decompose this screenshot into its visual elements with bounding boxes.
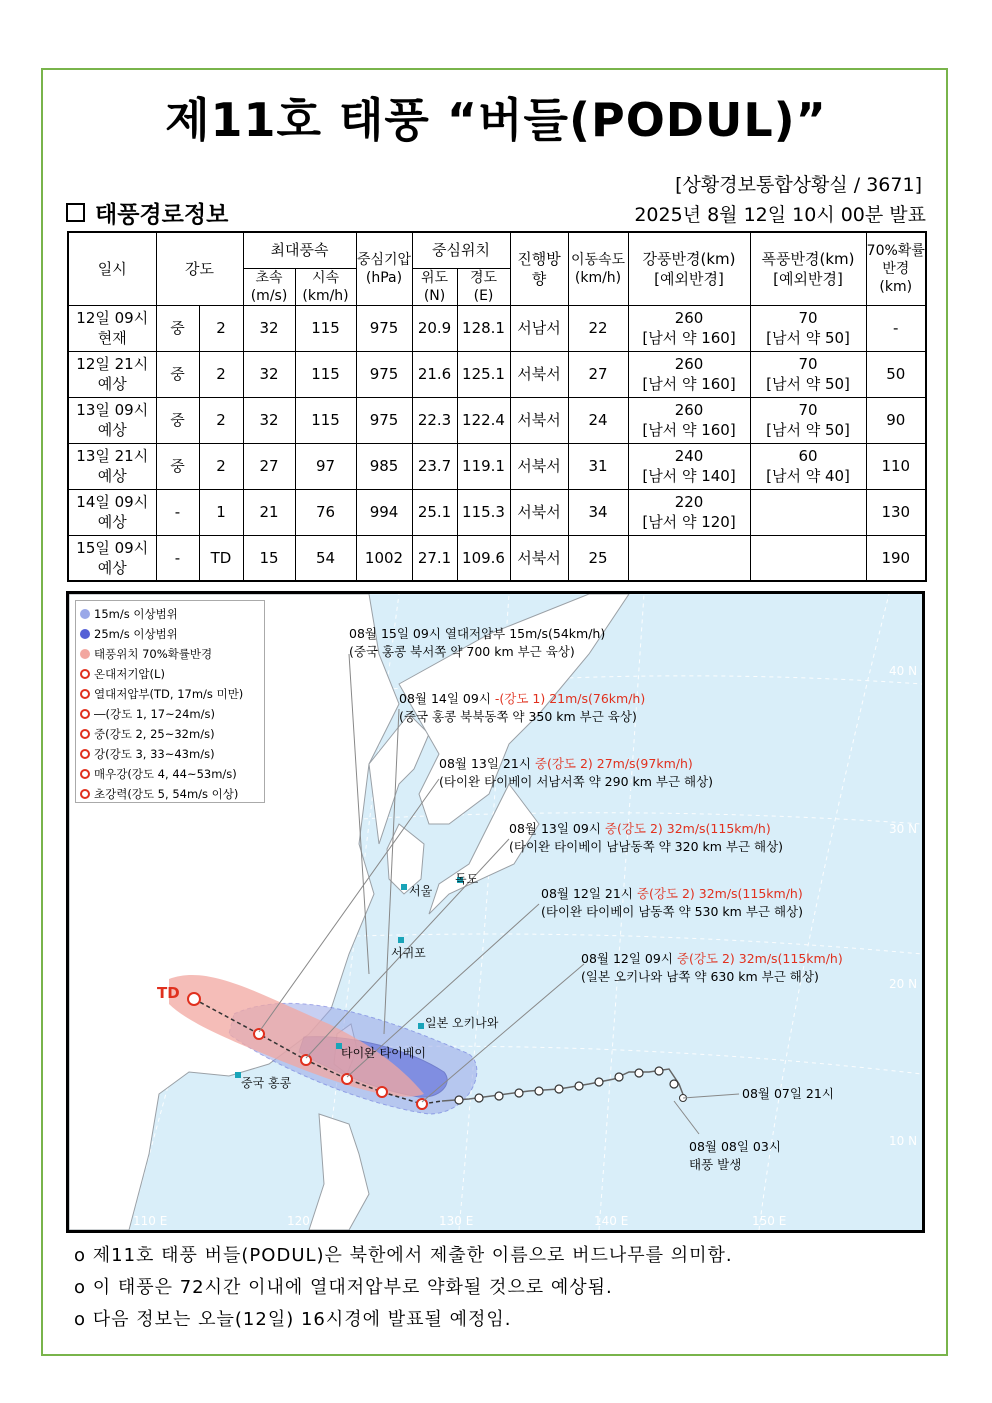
- typhoon-medium-icon: [80, 729, 90, 739]
- section-heading: [66, 196, 228, 229]
- cell-line: 13일 09시: [76, 401, 149, 419]
- table-row: [68, 443, 926, 489]
- cell-subline: 예상: [97, 375, 127, 393]
- cell-speed: 34: [568, 489, 628, 535]
- cell-subline: [남서 약 140]: [642, 467, 736, 485]
- cell-date: [68, 305, 156, 351]
- cell-speed: 25: [568, 535, 628, 581]
- cell-strong-radius: [628, 397, 750, 443]
- section-title: 태풍경로정보: [95, 202, 229, 228]
- table-row: [68, 305, 926, 351]
- typhoon-very-strong-icon: [80, 769, 90, 779]
- table-row: [68, 397, 926, 443]
- cell-prob-radius: 110: [866, 443, 926, 489]
- cell-wind-ms: 27: [243, 443, 295, 489]
- cell-line: 15일 09시: [76, 538, 149, 557]
- cell-speed: 31: [568, 443, 628, 489]
- cell-pressure: 975: [356, 351, 412, 397]
- light-circle-icon: [80, 609, 90, 619]
- table-row: [68, 489, 926, 535]
- cell-longitude: 119.1: [457, 443, 510, 489]
- cell-latitude: 21.6: [412, 351, 457, 397]
- legend-item: [80, 784, 260, 804]
- cell-grade: 중: [156, 305, 199, 351]
- legend-item: [80, 704, 260, 724]
- legend-label: 25m/s 이상범위: [94, 627, 178, 641]
- cell-pressure: 994: [356, 489, 412, 535]
- legend-item: [80, 664, 260, 684]
- pink-circle-icon: [80, 649, 90, 659]
- cell-speed: 27: [568, 351, 628, 397]
- cell-latitude: 20.9: [412, 305, 457, 351]
- cell-wind-kmh: 115: [295, 305, 356, 351]
- lon-120: 120 E: [287, 1214, 322, 1228]
- lon-140: 140 E: [594, 1214, 629, 1228]
- typhoon-weak-icon: [80, 709, 90, 719]
- cell-grade: 중: [156, 351, 199, 397]
- legend-label: 중(강도 2, 25~32m/s): [94, 727, 215, 741]
- cell-storm-radius: [750, 443, 866, 489]
- cell-level: 2: [199, 397, 243, 443]
- cell-wind-kmh: 115: [295, 397, 356, 443]
- header-direction: 진행방향: [510, 232, 568, 305]
- legend-item: [80, 744, 260, 764]
- legend-item: [80, 624, 260, 644]
- cell-grade: 중: [156, 443, 199, 489]
- legend-label: ―(강도 1, 17~24m/s): [94, 707, 215, 721]
- cell-level: 1: [199, 489, 243, 535]
- cell-storm-radius: [750, 397, 866, 443]
- place-seogwipo: 서귀포: [391, 946, 426, 960]
- cell-grade: 중: [156, 397, 199, 443]
- cell-level: 2: [199, 443, 243, 489]
- header-speed: 이동속도 (km/h): [568, 232, 628, 305]
- header-wind-kmh: 시속 (km/h): [295, 268, 356, 305]
- cell-level: 2: [199, 351, 243, 397]
- lat-10: 10 N: [889, 1134, 918, 1148]
- cell-subline: [남서 약 120]: [642, 513, 736, 531]
- cell-subline: [남서 약 50]: [766, 329, 850, 347]
- label-aug12-09: 08월 12일 09시 중(강도 2) 32m/s(115km/h) (일본 오키나와 남쪽 약 630 km 부근 해상): [581, 951, 843, 984]
- cell-strong-radius: [628, 351, 750, 397]
- cell-longitude: 128.1: [457, 305, 510, 351]
- cell-grade: -: [156, 535, 199, 581]
- header-probability-radius: 70%확률반경 (km): [866, 232, 926, 305]
- cell-pressure: 1002: [356, 535, 412, 581]
- cell-subline: [남서 약 50]: [766, 375, 850, 393]
- legend-label: 매우강(강도 4, 44~53m/s): [94, 767, 237, 781]
- dark-circle-icon: [80, 629, 90, 639]
- office-label: [상황경보통합상황실 / 3671]: [675, 174, 922, 196]
- cell-line: 260: [674, 401, 704, 419]
- cell-subline: [남서 약 160]: [642, 375, 736, 393]
- header-storm-radius: 폭풍반경(km) [예외반경]: [750, 232, 866, 305]
- cell-longitude: 122.4: [457, 397, 510, 443]
- cell-latitude: 25.1: [412, 489, 457, 535]
- cell-direction: 서남서: [510, 305, 568, 351]
- cell-subline: [남서 약 40]: [766, 467, 850, 485]
- typhoon-track-table: [67, 231, 927, 582]
- cell-subline: [남서 약 160]: [642, 329, 736, 347]
- typhoon-super-icon: [80, 789, 90, 799]
- notes: [74, 1240, 733, 1336]
- cell-pressure: 975: [356, 305, 412, 351]
- header-pressure: 중심기압 (hPa): [356, 232, 412, 305]
- cell-longitude: 109.6: [457, 535, 510, 581]
- label-aug15: 08월 15일 09시 열대저압부 15m/s(54km/h) (중국 홍콩 북서쪽 약 700 km 부근 육상): [349, 626, 606, 659]
- cell-strong-radius: [628, 489, 750, 535]
- cell-storm-radius: [750, 351, 866, 397]
- header-wind-ms: 초속 (m/s): [243, 268, 295, 305]
- cell-wind-ms: 32: [243, 305, 295, 351]
- map-legend: [75, 600, 265, 803]
- label-aug12-21: 08월 12일 21시 중(강도 2) 32m/s(115km/h) (타이완 타이베이 남동쪽 약 530 km 부근 해상): [541, 886, 803, 919]
- label-td: TD: [157, 984, 180, 1002]
- cell-grade: -: [156, 489, 199, 535]
- cell-prob-radius: 50: [866, 351, 926, 397]
- checkbox-icon: [66, 203, 85, 222]
- label-aug13-21: 08월 13일 21시 중(강도 2) 27m/s(97km/h) (타이완 타이베이 서남서쪽 약 290 km 부근 해상): [439, 756, 714, 789]
- cell-line: 13일 21시: [76, 447, 149, 465]
- legend-item: [80, 684, 260, 704]
- cell-direction: 서북서: [510, 535, 568, 581]
- cell-longitude: 125.1: [457, 351, 510, 397]
- header-strong-wind-radius: 강풍반경(km) [예외반경]: [628, 232, 750, 305]
- place-taipei: 타이완 타이베이: [341, 1046, 426, 1060]
- cell-date: [68, 397, 156, 443]
- lat-40: 40 N: [889, 664, 918, 678]
- extratropical-icon: [80, 669, 90, 679]
- cell-subline: 예상: [97, 513, 127, 531]
- cell-line: 70: [798, 355, 818, 373]
- header-center-position: 중심위치: [412, 232, 510, 268]
- cell-wind-kmh: 97: [295, 443, 356, 489]
- cell-pressure: 975: [356, 397, 412, 443]
- cell-subline: 현재: [97, 329, 127, 347]
- cell-level: TD: [199, 535, 243, 581]
- lat-20: 20 N: [889, 977, 918, 991]
- cell-subline: [남서 약 160]: [642, 421, 736, 439]
- cell-latitude: 22.3: [412, 397, 457, 443]
- cell-prob-radius: 190: [866, 535, 926, 581]
- legend-item: [80, 644, 260, 664]
- legend-label: 강(강도 3, 33~43m/s): [94, 747, 215, 761]
- cell-direction: 서북서: [510, 489, 568, 535]
- cell-subline: [남서 약 50]: [766, 421, 850, 439]
- table-body: [68, 305, 926, 581]
- cell-wind-kmh: 115: [295, 351, 356, 397]
- cell-wind-kmh: 76: [295, 489, 356, 535]
- cell-speed: 24: [568, 397, 628, 443]
- cell-subline: 예상: [97, 558, 127, 577]
- place-dokdo: 독도: [455, 872, 479, 886]
- cell-storm-radius: [750, 489, 866, 535]
- cell-pressure: 985: [356, 443, 412, 489]
- label-genesis: 08월 08일 03시 태풍 발생: [689, 1139, 781, 1172]
- label-aug14: 08월 14일 09시 -(강도 1) 21m/s(76km/h) (중국 홍콩 북북동쪽 약 350 km 부근 육상): [399, 691, 646, 724]
- legend-label: 열대저압부(TD, 17m/s 미만): [94, 687, 244, 701]
- note-3: o 다음 정보는 오늘(12일) 16시경에 발표될 예정임.: [74, 1309, 512, 1330]
- tropical-depression-icon: [80, 689, 90, 699]
- header-max-wind: 최대풍속: [243, 232, 356, 268]
- place-okinawa: 일본 오키나와: [425, 1016, 499, 1030]
- cell-line: 220: [674, 493, 704, 511]
- cell-direction: 서북서: [510, 351, 568, 397]
- cell-wind-ms: 32: [243, 397, 295, 443]
- label-aug13-09: 08월 13일 09시 중(강도 2) 32m/s(115km/h) (타이완 타이베이 남남동쪽 약 320 km 부근 해상): [509, 821, 784, 854]
- cell-line: 60: [798, 447, 818, 465]
- cell-storm-radius: [750, 535, 866, 581]
- header-longitude: 경도 (E): [457, 268, 510, 305]
- cell-strong-radius: [628, 305, 750, 351]
- cell-strong-radius: [628, 535, 750, 581]
- note-1: o 제11호 태풍 버들(PODUL)은 북한에서 제출한 이름으로 버드나무를 의미함.: [74, 1245, 733, 1266]
- cell-direction: 서북서: [510, 443, 568, 489]
- cell-strong-radius: [628, 443, 750, 489]
- table-row: [68, 351, 926, 397]
- cell-line: 70: [798, 309, 818, 327]
- legend-label: 15m/s 이상범위: [94, 607, 178, 621]
- cell-level: 2: [199, 305, 243, 351]
- label-start: 08월 07일 21시: [742, 1086, 834, 1101]
- cell-wind-kmh: 54: [295, 535, 356, 581]
- cell-line: 14일 09시: [76, 493, 149, 511]
- cell-prob-radius: 130: [866, 489, 926, 535]
- cell-date: [68, 535, 156, 581]
- cell-prob-radius: -: [866, 305, 926, 351]
- header-latitude: 위도 (N): [412, 268, 457, 305]
- cell-subline: 예상: [97, 421, 127, 439]
- note-2: o 이 태풍은 72시간 이내에 열대저압부로 약화될 것으로 예상됨.: [74, 1277, 613, 1298]
- cell-wind-ms: 15: [243, 535, 295, 581]
- place-hongkong: 중국 홍콩: [241, 1076, 292, 1090]
- cell-speed: 22: [568, 305, 628, 351]
- lon-110: 110 E: [133, 1214, 168, 1228]
- cell-wind-ms: 21: [243, 489, 295, 535]
- page-title: 제11호 태풍 “버들(PODUL)”: [165, 93, 827, 147]
- cell-latitude: 23.7: [412, 443, 457, 489]
- legend-label: 태풍위치 70%확률반경: [94, 647, 213, 661]
- table-row: [68, 535, 926, 581]
- cell-prob-radius: 90: [866, 397, 926, 443]
- legend-item: [80, 764, 260, 784]
- lat-30: 30 N: [889, 822, 918, 836]
- legend-item: [80, 604, 260, 624]
- cell-line: 240: [674, 447, 704, 465]
- cell-direction: 서북서: [510, 397, 568, 443]
- header-datetime: 일시: [68, 232, 156, 305]
- cell-date: [68, 351, 156, 397]
- typhoon-strong-icon: [80, 749, 90, 759]
- cell-line: 12일 21시: [76, 355, 149, 373]
- typhoon-track-map: [66, 591, 925, 1233]
- cell-storm-radius: [750, 305, 866, 351]
- cell-line: 260: [674, 355, 704, 373]
- cell-line: 12일 09시: [76, 309, 149, 327]
- header-intensity: 강도: [156, 232, 243, 305]
- cell-line: 260: [674, 309, 704, 327]
- lon-150: 150 E: [752, 1214, 787, 1228]
- cell-line: 70: [798, 401, 818, 419]
- cell-latitude: 27.1: [412, 535, 457, 581]
- cell-date: [68, 489, 156, 535]
- legend-item: [80, 724, 260, 744]
- cell-longitude: 115.3: [457, 489, 510, 535]
- cell-wind-ms: 32: [243, 351, 295, 397]
- issued-time: 2025년 8월 12일 10시 00분 발표: [634, 204, 926, 226]
- cell-date: [68, 443, 156, 489]
- place-seoul: 서울: [409, 884, 433, 898]
- lon-130: 130 E: [439, 1214, 474, 1228]
- legend-label: 초강력(강도 5, 54m/s 이상): [94, 787, 239, 801]
- legend-label: 온대저기압(L): [94, 667, 165, 681]
- cell-subline: 예상: [97, 467, 127, 485]
